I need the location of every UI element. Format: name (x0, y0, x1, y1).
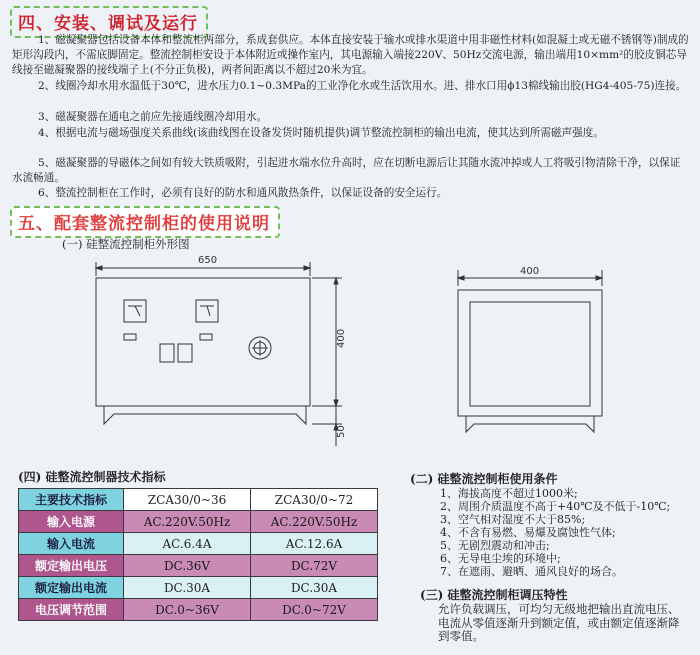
table-cell: AC.220V.50Hz (124, 511, 251, 533)
table-row (19, 533, 378, 555)
cabinet-drawing (0, 250, 700, 460)
side-view (458, 270, 602, 432)
table-cell: AC.12.6A (251, 533, 378, 555)
regulation-text: 允许负载调压，可均匀无级地把输出直流电压、电流从零值逐渐升到额定值，或由额定值逐渐降到零值。 (438, 602, 680, 643)
section-4-title: 四、安装、调试及运行 (10, 6, 208, 38)
table-cell: 输入电流 (19, 533, 124, 555)
para-2: 2、线圈冷却水用水温低于30℃，进水压力0.1~0.3MPa的工业净化水或生活饮用水。进、排水口用ϕ13棉线输出胶(HG4-405-75)连接。 (38, 80, 687, 92)
table-cell: 主要技术指标 (19, 489, 124, 511)
section-5-title: 五、配套整流控制柜的使用说明 (10, 206, 280, 238)
dim-foot-label: 50 (336, 425, 347, 438)
front-view (96, 262, 342, 446)
table-cell: AC.6.4A (124, 533, 251, 555)
table-cell: 额定输出电压 (19, 555, 124, 577)
para-5: 5、磁凝聚器的导磁体之间如有较大铁质吸附，引起进水端水位升高时，应在切断电源后让其随水流冲掉或人工将吸引物清除干净，以保证水流畅通。 (12, 157, 681, 184)
side-cabinet-body (458, 290, 602, 416)
voltmeter-icon (124, 300, 146, 322)
list-item: 3、空气相对湿度不大于85%; (440, 513, 586, 526)
list-item: 6、无导电尘埃的环境中; (440, 552, 561, 565)
dim-depth-label: 400 (520, 266, 540, 277)
table-cell: ZCA30/0~72 (251, 489, 378, 511)
para-1: 1、磁凝聚器包括设备本体和整流柜两部分，系成套供应。本体直接安装于输水或排水渠道中用非磁性材料(如混凝土或无磁不锈钢等)制成的矩形沟段内，不需底脚固定。整流控制柜安设于本体附近或操作室内，其电源输入端接220V、50Hz交流电源，输出端用10×mm²的胶皮铜芯导线接至磁凝聚器的接线端子上(不分正负极)，两者间距离以不超过20米为宜。 (12, 34, 689, 76)
table-cell: DC.0~72V (251, 599, 378, 621)
switch-1-icon (160, 344, 174, 362)
table-row (19, 599, 378, 621)
switch-2-icon (178, 344, 192, 362)
list-item: 4、不含有易燃、易爆及腐蚀性气体; (440, 526, 616, 539)
regulation-title: (三) 硅整流控制柜调压特性 (420, 588, 568, 602)
table-cell: DC.30A (251, 577, 378, 599)
ammeter-icon (196, 300, 218, 322)
table-cell: ZCA30/0~36 (124, 489, 251, 511)
table-cell: DC.30A (124, 577, 251, 599)
para-3: 3、磁凝聚器在通电之前应先接通线圈冷却用水。 (38, 111, 268, 123)
spec-table (18, 488, 378, 621)
table-cell: 额定输出电流 (19, 577, 124, 599)
table-row (19, 489, 378, 511)
list-item: 2、周围介质温度不高于+40℃及不低于-10℃; (440, 500, 671, 513)
table-row (19, 577, 378, 599)
table-cell: 输入电源 (19, 511, 124, 533)
para-4: 4、根据电流与磁场强度关系曲线(该曲线图在设备发货时随机提供)调节整流控制柜的输出电流，使其达到所需磁声强度。 (38, 127, 604, 139)
table-cell: DC.36V (124, 555, 251, 577)
table-cell: 电压调节范围 (19, 599, 124, 621)
drawing-caption: (一) 硅整流控制柜外形图 (62, 237, 190, 251)
front-cabinet-body (96, 278, 310, 406)
list-item: 7、在遮雨、避晒、通风良好的场合。 (440, 565, 623, 578)
list-item: 5、无剧烈震动和冲击; (440, 539, 550, 552)
para-6: 6、整流控制柜在工作时，必须有良好的防水和通风散热条件，以保证设备的安全运行。 (38, 187, 448, 199)
conditions-title: (二) 硅整流控制柜使用条件 (410, 472, 558, 486)
table-row (19, 511, 378, 533)
dim-height-label: 400 (336, 328, 347, 348)
table-cell: DC.72V (251, 555, 378, 577)
table-cell: DC.0~36V (124, 599, 251, 621)
spec-title: (四) 硅整流控制器技术指标 (18, 470, 166, 484)
table-cell: AC.220V.50Hz (251, 511, 378, 533)
conditions-list (440, 487, 670, 578)
list-item: 1、海拔高度不超过1000米; (440, 487, 578, 500)
dim-width-label: 650 (198, 255, 218, 266)
table-row (19, 555, 378, 577)
